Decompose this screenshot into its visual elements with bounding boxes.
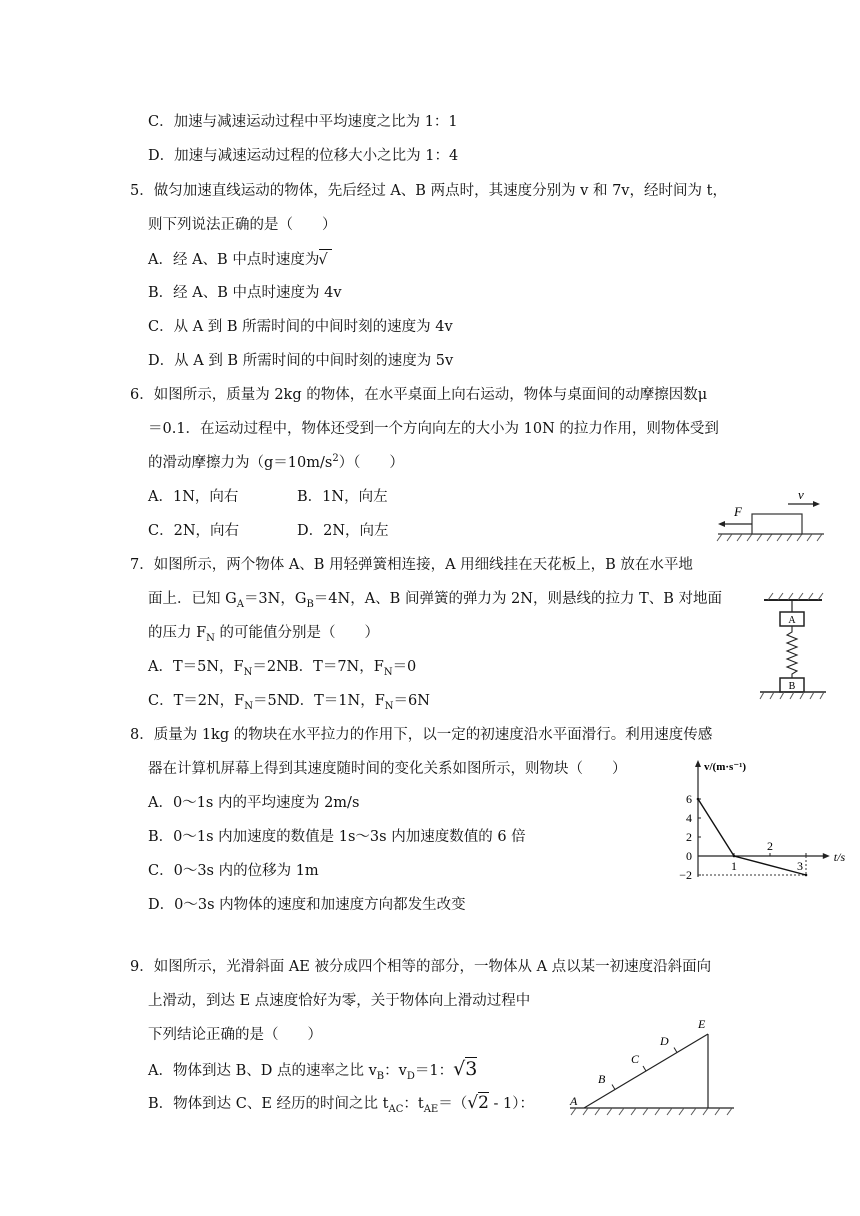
- sqrt-symbol: √: [319, 249, 332, 270]
- q5-stem-line2: 则下列说法正确的是（ ）: [148, 217, 337, 233]
- q9-option-a: [148, 1059, 477, 1081]
- x-tick-label: 1: [731, 859, 737, 873]
- q5-option-a-text: A．经 A、B 中点时速度为: [148, 252, 320, 268]
- y-tick-label: −2: [679, 868, 692, 882]
- q6-line3-pre: 的滑动摩擦力为（g＝10m/s: [148, 455, 333, 471]
- q5-option-a: [148, 249, 332, 270]
- q7-oc1: C．T＝2N，F: [148, 693, 245, 709]
- q8-option-d: D．0～3s 内物体的速度和加速度方向都发生改变: [148, 897, 466, 913]
- q7-l2s2: B: [306, 598, 314, 610]
- q6-line3-sup: 2: [332, 453, 339, 465]
- velocity-label: v: [798, 487, 804, 502]
- q6-option-a: A．1N，向右: [148, 489, 239, 505]
- sqrt-3: √3: [453, 1058, 478, 1080]
- point-b-label: B: [598, 1072, 606, 1086]
- q9-ob6: - 1）：: [488, 1096, 534, 1112]
- q7-oc3: ＝5N: [253, 693, 290, 709]
- q6-block-figure: [712, 486, 832, 546]
- q9-oa1: A．物体到达 B、D 点的速率之比 v: [148, 1063, 377, 1079]
- point-c-label: C: [631, 1052, 640, 1066]
- q4-option-d: D．加速与减速运动过程的位移大小之比为 1：4: [148, 148, 459, 164]
- q7-l3a: 的压力 F: [148, 625, 207, 641]
- q9-oa5: ＝1：: [414, 1063, 454, 1079]
- q8-stem-line1: 8．质量为 1kg 的物块在水平拉力的作用下，以一定的初速度沿水平面滑行。利用速度传感: [130, 727, 713, 743]
- q5-option-b: B．经 A、B 中点时速度为 4v: [148, 285, 342, 301]
- data-point: [697, 798, 700, 801]
- x-tick-label: 2: [767, 839, 773, 853]
- q7-stem-line3: [148, 623, 379, 643]
- q8-option-b: B．0～1s 内加速度的数值是 1s～3s 内加速度数值的 6 倍: [148, 829, 526, 845]
- velocity-series-line: [698, 799, 806, 875]
- y-axis-label: v/(m·s⁻¹): [704, 761, 747, 773]
- sqrt-2: √2: [467, 1093, 489, 1113]
- sqrt-3-radicand: 3: [465, 1058, 478, 1080]
- force-label: F: [734, 504, 742, 519]
- block-b-label: B: [788, 681, 796, 692]
- q9-ob3: ：t: [403, 1096, 424, 1112]
- point-e-label: E: [698, 1017, 706, 1031]
- x-axis-label: t/s: [833, 850, 846, 864]
- q5-option-d: D．从 A 到 B 所需时间的中间时刻的速度为 5v: [148, 353, 454, 369]
- q7-option-b: [288, 657, 416, 677]
- data-point: [805, 874, 808, 877]
- spring: [787, 626, 797, 678]
- q9-ob1: B．物体到达 C、E 经历的时间之比 t: [148, 1096, 389, 1112]
- q9-ob2: AC: [388, 1103, 404, 1115]
- q7-ob1: B．T＝7N，F: [288, 659, 384, 675]
- q6-stem-line1: 6．如图所示，质量为 2kg 的物体，在水平桌面上向右运动，物体与桌面间的动摩擦因数μ: [130, 387, 708, 403]
- q9-stem-line1: 9．如图所示，光滑斜面 AE 被分成四个相等的部分，一物体从 A 点以某一初速度沿斜面向: [130, 959, 712, 975]
- y-tick-label: 6: [686, 792, 692, 806]
- q7-stem-line2: [148, 589, 722, 609]
- q6-stem-line3: [148, 453, 404, 473]
- q7-od3: ＝6N: [393, 693, 430, 709]
- q7-oa2: N: [243, 666, 253, 678]
- q7-ob2: N: [383, 666, 393, 678]
- point-d-label: D: [660, 1034, 669, 1048]
- q7-option-c: [148, 691, 289, 711]
- q7-spring-figure: [752, 590, 832, 702]
- y-tick-label: 2: [686, 830, 692, 844]
- q7-l2c: ＝4N，A、B 间弹簧的弹力为 2N，则悬线的拉力 T、B 对地面: [313, 591, 723, 607]
- y-axis-arrow: [695, 760, 701, 767]
- q9-ob5: ＝（: [438, 1096, 468, 1112]
- q6-line3-post: ）（ ）: [338, 455, 404, 471]
- q7-od2: N: [384, 700, 394, 712]
- data-point: [733, 855, 736, 858]
- q7-oa3: ＝2N: [252, 659, 289, 675]
- q7-l3s: N: [206, 632, 215, 644]
- x-tick-label: 3: [797, 859, 803, 873]
- q7-option-d: [288, 691, 430, 711]
- velocity-arrow-right: [813, 501, 820, 507]
- q9-stem-line2: 上滑动，到达 E 点速度恰好为零，关于物体向上滑动过程中: [148, 993, 531, 1009]
- q7-l2s1: A: [236, 598, 244, 610]
- y-tick-label: 0: [686, 849, 692, 863]
- q9-oa2: B: [376, 1070, 385, 1082]
- q6-stem-line2: ＝0.1．在运动过程中，物体还受到一个方向向左的大小为 10N 的拉力作用，则物体受到: [148, 421, 719, 437]
- y-tick-label: 4: [686, 811, 692, 825]
- block: [752, 514, 802, 534]
- q7-option-a: [148, 657, 289, 677]
- q7-l2b: ＝3N，G: [243, 591, 307, 607]
- q9-option-b: [148, 1093, 534, 1114]
- q6-option-c: C．2N，向右: [148, 523, 240, 539]
- vt-graph: [672, 758, 846, 890]
- block-a-label: A: [788, 615, 796, 626]
- q6-option-d: D．2N，向左: [297, 523, 389, 539]
- q8-stem-line2: 器在计算机屏幕上得到其速度随时间的变化关系如图所示，则物块（ ）: [148, 761, 627, 777]
- q9-stem-line3: 下列结论正确的是（ ）: [148, 1027, 322, 1043]
- q4-option-c: C．加速与减速运动过程中平均速度之比为 1：1: [148, 114, 458, 130]
- point-a-label: A: [570, 1094, 578, 1108]
- q6-option-b: B．1N，向左: [297, 489, 388, 505]
- q9-incline-figure: [556, 1012, 742, 1116]
- q5-stem-line1: 5．做匀加速直线运动的物体，先后经过 A、B 两点时，其速度分别为 v 和 7v，经时间为 t，: [130, 183, 727, 199]
- q9-oa3: ：v: [384, 1063, 407, 1079]
- q9-ob4: AE: [423, 1103, 439, 1115]
- q7-od1: D．T＝1N，F: [288, 693, 385, 709]
- q7-l2a: 面上．已知 G: [148, 591, 237, 607]
- q8-option-c: C．0～3s 内的位移为 1m: [148, 863, 319, 879]
- q7-oc2: N: [244, 700, 253, 712]
- q7-stem-line1: 7．如图所示，两个物体 A、B 用轻弹簧相连接，A 用细线挂在天花板上，B 放在水平地: [130, 557, 693, 573]
- q5-option-c: C．从 A 到 B 所需时间的中间时刻的速度为 4v: [148, 319, 453, 335]
- q7-l3b: 的可能值分别是（ ）: [214, 625, 380, 641]
- q7-ob3: ＝0: [392, 659, 417, 675]
- q8-option-a: A．0～1s 内的平均速度为 2m/s: [148, 795, 360, 811]
- force-arrow-left: [718, 521, 725, 527]
- q7-oa1: A．T＝5N，F: [148, 659, 244, 675]
- x-axis-arrow: [823, 853, 830, 859]
- sqrt-2-radicand: 2: [478, 1093, 489, 1113]
- q9-oa4: D: [406, 1070, 415, 1082]
